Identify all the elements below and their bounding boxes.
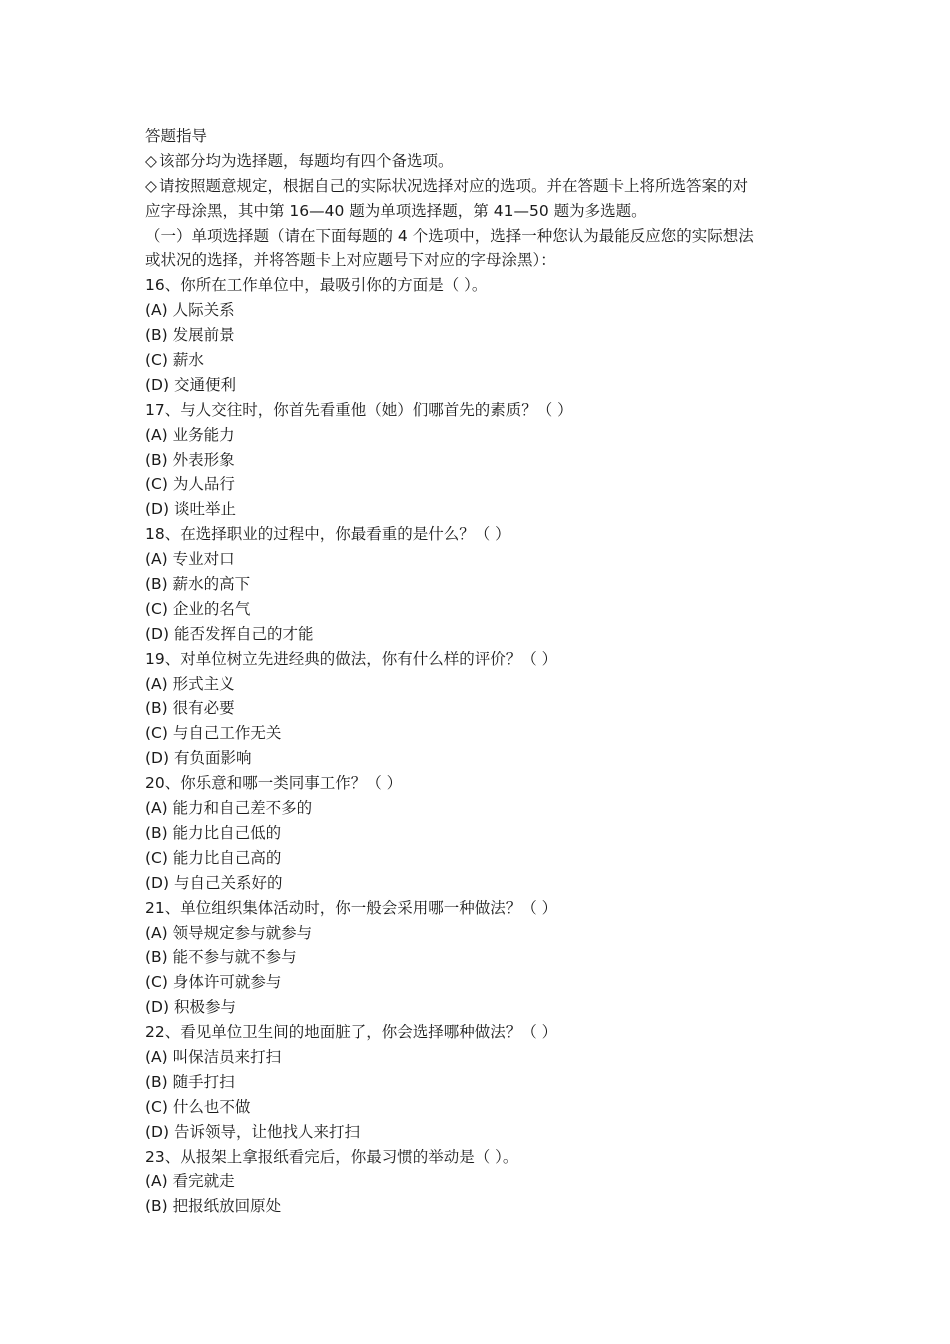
question-text: 16、你所在工作单位中，最吸引你的方面是（ ）。 bbox=[145, 276, 488, 295]
question-text: 17、与人交往时，你首先看重他（她）们哪首先的素质？（ ） bbox=[145, 400, 573, 419]
answer-option: (D) 有负面影响 bbox=[145, 749, 252, 768]
answer-option: (B) 能力比自己低的 bbox=[145, 823, 282, 842]
question-text: 19、对单位树立先进经典的做法，你有什么样的评价？（ ） bbox=[145, 649, 558, 668]
answer-option: (B) 发展前景 bbox=[145, 326, 235, 345]
question-block bbox=[145, 398, 815, 522]
answer-option: (D) 谈吐举止 bbox=[145, 500, 236, 519]
question-text: 18、在选择职业的过程中，你最看重的是什么？（ ） bbox=[145, 525, 511, 544]
question-text: 21、单位组织集体活动时，你一般会采用哪一种做法？（ ） bbox=[145, 898, 558, 917]
question-block bbox=[145, 771, 815, 895]
guide-title: 答题指导 bbox=[145, 127, 208, 145]
answer-option: (B) 外表形象 bbox=[145, 450, 235, 469]
answer-option: (D) 交通便利 bbox=[145, 375, 236, 394]
answer-option: (B) 很有必要 bbox=[145, 699, 235, 718]
answer-option: (B) 随手打扫 bbox=[145, 1072, 235, 1091]
guide-bullet-2-text-1: 请按照题意规定，根据自己的实际状况选择对应的选项。并在答题卡上将所选答案的对 bbox=[159, 176, 749, 195]
answer-option: (C) 企业的名气 bbox=[145, 599, 251, 618]
question-block bbox=[145, 273, 815, 397]
answer-option: (A) 能力和自己差不多的 bbox=[145, 799, 313, 818]
answer-option: (A) 人际关系 bbox=[145, 301, 235, 320]
answer-option: (A) 领导规定参与就参与 bbox=[145, 923, 313, 942]
answer-option: (B) 把报纸放回原处 bbox=[145, 1197, 282, 1216]
answer-option: (C) 与自己工作无关 bbox=[145, 724, 282, 743]
question-text: 23、从报架上拿报纸看完后，你最习惯的举动是（ ）。 bbox=[145, 1147, 519, 1166]
answer-option: (C) 能力比自己高的 bbox=[145, 848, 282, 867]
guide-bullet-1 bbox=[145, 149, 815, 174]
guide-bullet-1-text: 该部分均为选择题，每题均有四个备选项。 bbox=[159, 151, 454, 170]
question-block bbox=[145, 896, 815, 1020]
guide-bullet-2-line-2: 应字母涂黑，其中第 16—40 题为单项选择题，第 41—50 题为多选题。 bbox=[145, 201, 647, 220]
question-block bbox=[145, 522, 815, 646]
answer-option: (D) 告诉领导，让他找人来打扫 bbox=[145, 1122, 360, 1141]
document-page bbox=[145, 124, 815, 1219]
question-text: 22、看见单位卫生间的地面脏了，你会选择哪种做法？（ ） bbox=[145, 1023, 558, 1042]
section-heading-line-2: 或状况的选择，并将答题卡上对应题号下对应的字母涂黑）： bbox=[145, 251, 556, 270]
answer-option: (D) 能否发挥自己的才能 bbox=[145, 624, 314, 643]
answer-option: (A) 形式主义 bbox=[145, 674, 235, 693]
answer-option: (B) 薪水的高下 bbox=[145, 575, 251, 594]
answer-option: (C) 身体许可就参与 bbox=[145, 973, 282, 992]
answer-option: (A) 业务能力 bbox=[145, 425, 235, 444]
answer-option: (A) 叫保洁员来打扫 bbox=[145, 1047, 282, 1066]
answer-option: (D) 与自己关系好的 bbox=[145, 873, 283, 892]
question-block bbox=[145, 1145, 815, 1220]
question-list bbox=[145, 273, 815, 1219]
answer-option: (C) 薪水 bbox=[145, 351, 204, 370]
question-block bbox=[145, 647, 815, 771]
answer-option: (A) 看完就走 bbox=[145, 1172, 235, 1191]
section-heading-line-1: （一）单项选择题（请在下面每题的 4 个选项中，选择一种您认为最能反应您的实际想法 bbox=[145, 226, 754, 245]
answer-option: (D) 积极参与 bbox=[145, 998, 236, 1017]
question-block bbox=[145, 1020, 815, 1144]
diamond-bullet-icon: ◇ bbox=[145, 176, 157, 195]
question-text: 20、你乐意和哪一类同事工作？（ ） bbox=[145, 774, 403, 793]
answer-option: (C) 什么也不做 bbox=[145, 1097, 251, 1116]
diamond-bullet-icon: ◇ bbox=[145, 151, 157, 170]
guide-bullet-2-line-1 bbox=[145, 174, 815, 199]
answer-option: (B) 能不参与就不参与 bbox=[145, 948, 297, 967]
answer-option: (C) 为人品行 bbox=[145, 475, 235, 494]
answer-option: (A) 专业对口 bbox=[145, 550, 235, 569]
